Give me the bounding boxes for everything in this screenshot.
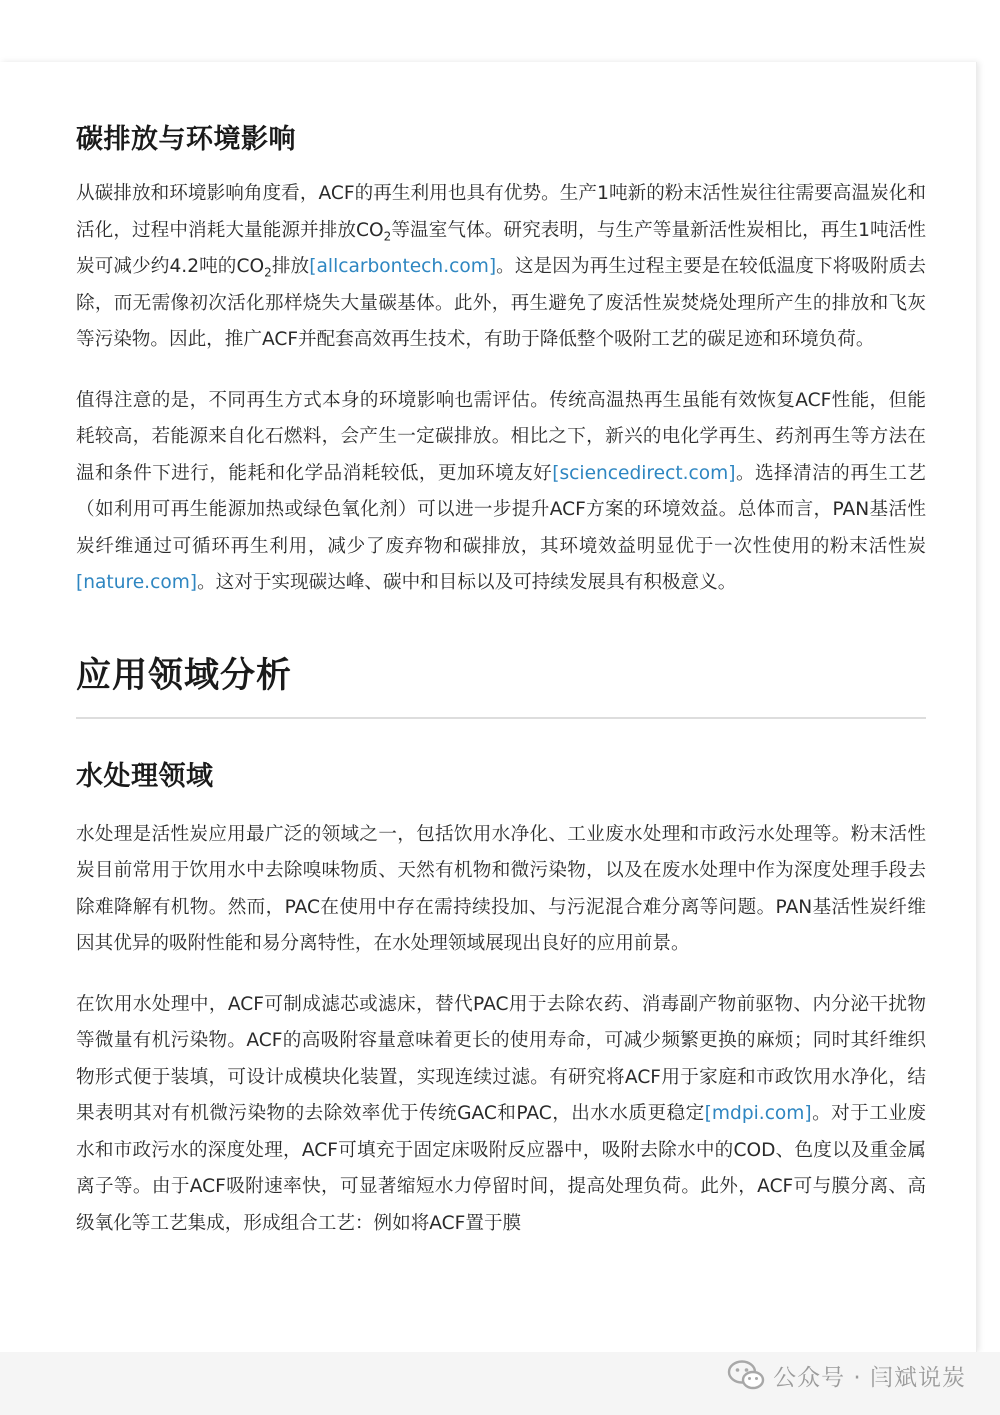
section-title-carbon: 碳排放与环境影响 <box>76 124 296 155</box>
text-run: 。选择清洁的再生工艺（如利用可再生能源加热或绿色氧化剂）可以进一步提升ACF方案的环境效益。总体而言，PAN基活性炭纤维通过可循环再生利用，减少了废弃物和碳排放，其环境效益明显优于一次性使用的粉末活性炭 <box>76 462 926 557</box>
subscript: 2 <box>383 229 392 244</box>
citation-link-mdpi[interactable]: [mdpi.com] <box>704 1103 812 1124</box>
chapter-divider <box>76 717 926 719</box>
watermark-text: 公众号 · 闫斌说炭 <box>773 1364 966 1391</box>
chapter-title-applications: 应用领域分析 <box>76 655 293 696</box>
paragraph-carbon-1 <box>76 176 926 359</box>
paragraph-carbon-2 <box>76 383 926 602</box>
article-card <box>0 62 977 1352</box>
text-run: 从碳排放和环境影响角度看，ACF的再生利用也具有优势。生产1吨新的粉末活性炭往往需要高温炭化和活化，过程中消耗大量能源并排放CO <box>76 183 926 241</box>
paragraph-water-2 <box>76 987 926 1243</box>
wechat-icon <box>727 1360 765 1390</box>
citation-link-allcarbontech[interactable]: [allcarbontech.com] <box>309 256 497 277</box>
paragraph-water-1: 水处理是活性炭应用最广泛的领域之一，包括饮用水净化、工业废水处理和市政污水处理等。粉末活性炭目前常用于饮用水中去除嗅味物质、天然有机物和微污染物，以及在废水处理中作为深度处理手段去除难降解有机物。然而，PAC在使用中存在需持续投加、与污泥混合难分离等问题。PAN基活性炭纤维因其优异的吸附性能和易分离特性，在水处理领域展现出良好的应用前景。 <box>76 823 926 954</box>
top-band <box>0 0 1000 62</box>
article-content <box>76 120 926 1242</box>
text-run: 值得注意的是，不同再生方式本身的环境影响也需评估。传统高温热再生虽能有效恢复ACF性能，但能耗较高，若能源来自化石燃料，会产生一定碳排放。相比之下，新兴的电化学再生、药剂再生等方法在温和条件下进行，能耗和化学品消耗较低，更加环境友好 <box>76 389 926 484</box>
subscript: 2 <box>264 265 272 280</box>
text-run: 。对于工业废水和市政污水的深度处理，ACF可填充于固定床吸附反应器中，吸附去除水中的COD、色度以及重金属离子等。由于ACF吸附速率快，可显著缩短水力停留时间，提高处理负荷。此外，ACF可与膜分离、高级氧化等工艺集成，形成组合工艺：例如将ACF置于膜 <box>76 1103 926 1234</box>
text-run: 排放 <box>271 256 310 277</box>
section-title-water: 水处理领域 <box>76 760 214 792</box>
text-run: 。这是因为再生过程主要是在较低温度下将吸附质去除，而无需像初次活化那样烧失大量碳基体。此外，再生避免了废活性炭焚烧处理所产生的排放和飞灰等污染物。因此，推广ACF并配套高效再生技术，有助于降低整个吸附工艺的碳足迹和环境负荷。 <box>76 256 926 350</box>
text-run: 等温室气体。研究表明，与生产等量新活性炭相比，再生1吨活性炭可减少约4.2吨的CO <box>76 219 926 277</box>
text-run: 。这对于实现碳达峰、碳中和目标以及可持续发展具有积极意义。 <box>197 572 737 593</box>
citation-link-nature[interactable]: [nature.com] <box>76 572 198 593</box>
text-run: 在饮用水处理中，ACF可制成滤芯或滤床，替代PAC用于去除农药、消毒副产物前驱物、内分泌干扰物等微量有机污染物。ACF的高吸附容量意味着更长的使用寿命，可减少频繁更换的麻烦；同时其纤维织物形式便于装填，可设计成模块化装置，实现连续过滤。有研究将ACF用于家庭和市政饮用水净化，结果表明其对有机微污染物的去除效率优于传统GAC和PAC，出水水质更稳定 <box>76 993 926 1124</box>
watermark <box>727 1357 966 1393</box>
citation-link-sciencedirect[interactable]: [sciencedirect.com] <box>552 462 736 484</box>
